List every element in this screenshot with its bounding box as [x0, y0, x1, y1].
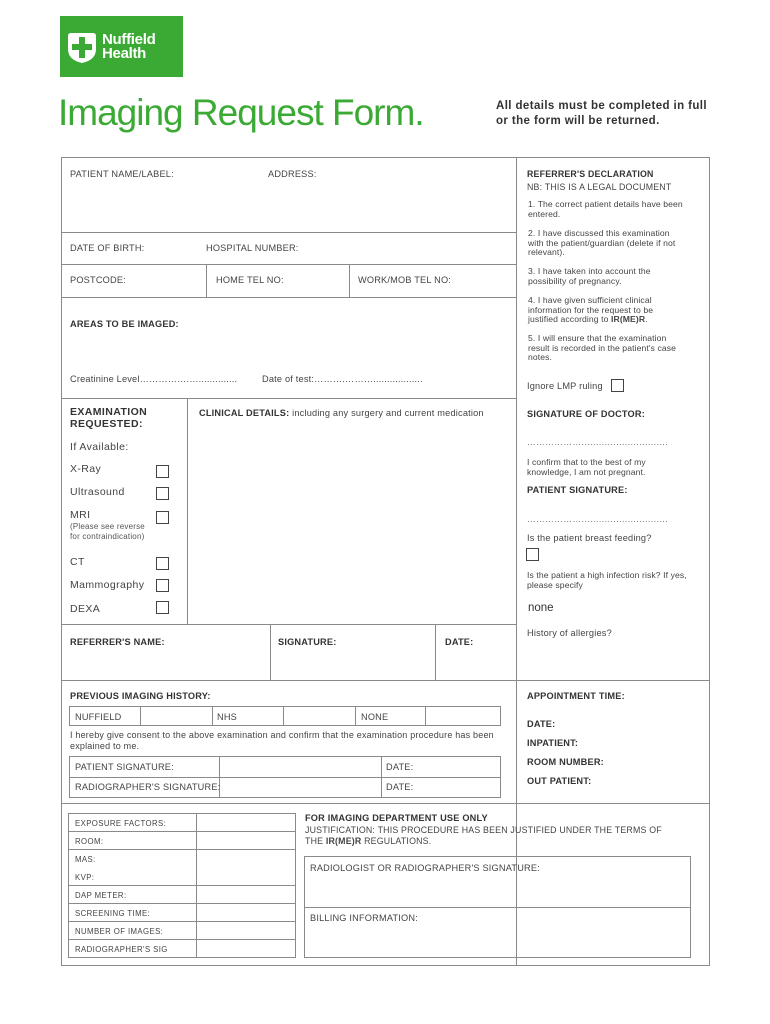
dexa-label: DEXA — [70, 603, 101, 615]
patient-signature-label: PATIENT SIGNATURE: — [527, 485, 628, 495]
divider — [355, 706, 356, 726]
option-nhs[interactable]: NHS — [217, 712, 237, 722]
dept-use-title: FOR IMAGING DEPARTMENT USE ONLY — [305, 813, 488, 823]
consent-statement: I hereby give consent to the above examination and confirm that the examination procedure has been explained to me. — [70, 730, 494, 751]
previous-imaging-options — [69, 706, 501, 726]
creatinine-level: Creatinine Level…………….….............. — [70, 374, 238, 384]
exposure-factors-label: EXPOSURE FACTORS: — [75, 819, 167, 828]
clinical-details-label: CLINICAL DETAILS: — [199, 408, 290, 418]
divider — [206, 264, 207, 297]
divider — [283, 706, 284, 726]
divider — [212, 706, 213, 726]
mammography-label: Mammography — [70, 579, 145, 591]
divider — [68, 921, 296, 922]
ultrasound-label: Ultrasound — [70, 486, 125, 498]
divider — [61, 680, 710, 681]
appointment-time-label: APPOINTMENT TIME: — [527, 691, 625, 701]
clinical-details-hint: including any surgery and current medication — [292, 408, 484, 418]
divider — [68, 939, 296, 940]
room-label: ROOM: — [75, 837, 104, 846]
radiographer-sig-label: RADIOGRAPHER'S SIG — [75, 945, 168, 954]
hospital-number-label: HOSPITAL NUMBER: — [206, 243, 299, 253]
completion-notice: All details must be completed in full or the form will be returned. — [496, 100, 707, 127]
divider — [68, 903, 296, 904]
postcode-label: POSTCODE: — [70, 275, 126, 285]
previous-imaging-label: PREVIOUS IMAGING HISTORY: — [70, 691, 211, 701]
legal-notice: NB: THIS IS A LEGAL DOCUMENT — [527, 182, 672, 192]
radiographer-date-label: DATE: — [386, 782, 414, 792]
mri-label: MRI — [70, 509, 91, 521]
divider — [435, 624, 436, 680]
date-of-test: Date of test:……….……….................. — [262, 374, 423, 384]
areas-label: AREAS TO BE IMAGED: — [70, 319, 179, 329]
mas-label: MAS: — [75, 855, 96, 864]
divider — [61, 297, 516, 298]
option-nuffield[interactable]: NUFFIELD — [75, 712, 122, 722]
inpatient-label: INPATIENT: — [527, 738, 579, 748]
divider — [61, 624, 516, 625]
referrer-signature-label: SIGNATURE: — [278, 637, 337, 647]
number-of-images-label: NUMBER OF IMAGES: — [75, 927, 164, 936]
signature-of-doctor-label: SIGNATURE OF DOCTOR: — [527, 409, 645, 419]
declaration-item-1: 1. The correct patient details have been entered. — [528, 199, 683, 219]
examination-label — [70, 406, 147, 430]
divider — [68, 831, 296, 832]
ultrasound-checkbox[interactable] — [156, 487, 169, 500]
justification-irmer: IR(ME)R — [325, 836, 362, 846]
examination-line1: EXAMINATION — [70, 406, 148, 418]
divider — [61, 264, 516, 265]
patient-name-label: PATIENT NAME/LABEL: — [70, 169, 174, 179]
kvp-label: KVP: — [75, 873, 95, 882]
mri-checkbox[interactable] — [156, 511, 169, 524]
clinical-details — [199, 408, 484, 418]
logo-wordmark — [102, 33, 155, 61]
divider — [187, 398, 188, 624]
declaration-item-4 — [528, 296, 683, 325]
patient-signature-line[interactable]: ……………….............................. — [527, 514, 669, 524]
doctor-signature-line[interactable]: ……………….............................. — [527, 437, 669, 447]
ignore-lmp-label: Ignore LMP ruling — [527, 381, 603, 391]
divider — [61, 803, 710, 804]
patient-signature-date-label: DATE: — [386, 762, 414, 772]
declaration-title: REFERRER'S DECLARATION — [527, 169, 654, 179]
nuffield-health-logo — [60, 16, 183, 77]
outpatient-label: OUT PATIENT: — [527, 776, 592, 786]
divider — [425, 706, 426, 726]
patient-signature-row-label: PATIENT SIGNATURE: — [75, 762, 174, 772]
logo-line1: Nuffield — [102, 31, 156, 48]
ct-label: CT — [70, 556, 85, 568]
dexa-checkbox[interactable] — [156, 601, 169, 614]
home-tel-label: HOME TEL NO: — [216, 275, 284, 285]
divider — [69, 777, 501, 778]
divider — [381, 756, 382, 798]
option-none[interactable]: NONE — [361, 712, 389, 722]
address-label: ADDRESS: — [268, 169, 317, 179]
declaration-item-3: 3. I have taken into account the possibility of pregnancy. — [528, 266, 651, 286]
divider — [61, 398, 516, 399]
justification-text — [305, 825, 675, 847]
divider — [61, 232, 516, 233]
irmer-bold: IR(ME)R — [611, 314, 646, 325]
radiographer-signature-label: RADIOGRAPHER'S SIGNATURE: — [75, 782, 221, 792]
billing-label: BILLING INFORMATION: — [310, 913, 418, 923]
ct-checkbox[interactable] — [156, 557, 169, 570]
breast-feeding-question: Is the patient breast feeding? — [527, 533, 652, 543]
breast-feeding-checkbox[interactable] — [526, 548, 539, 561]
radiologist-signature-label: RADIOLOGIST OR RADIOGRAPHER'S SIGNATURE: — [310, 863, 540, 873]
referrer-date-label: DATE: — [445, 637, 474, 647]
mammography-checkbox[interactable] — [156, 579, 169, 592]
referrer-name-label: REFERRER'S NAME: — [70, 637, 165, 647]
ignore-lmp-checkbox[interactable] — [611, 379, 624, 392]
declaration-item-4-text: 4. I have given sufficient clinical information for the request to be justified according to — [528, 295, 654, 325]
divider — [68, 885, 296, 886]
xray-checkbox[interactable] — [156, 465, 169, 478]
divider — [349, 264, 350, 297]
if-available-label: If Available: — [70, 441, 129, 453]
work-tel-label: WORK/MOB TEL NO: — [358, 275, 452, 285]
mri-note: (Please see reverse for contraindication) — [70, 522, 145, 541]
logo-line2: Health — [102, 45, 147, 62]
cross-icon — [68, 33, 96, 63]
declaration-item-2: 2. I have discussed this examination with the patient/guardian (delete if not relevant). — [528, 228, 676, 258]
room-number-label: ROOM NUMBER: — [527, 757, 604, 767]
allergies-question: History of allergies? — [527, 628, 612, 638]
pregnancy-statement: I confirm that to the best of my knowledge, I am not pregnant. — [527, 457, 646, 477]
screening-time-label: SCREENING TIME: — [75, 909, 151, 918]
justification-end: REGULATIONS. — [364, 836, 432, 846]
infection-risk-question: Is the patient a high infection risk? If yes, please specify — [527, 570, 687, 590]
examination-line2: REQUESTED: — [70, 418, 143, 430]
page-title: Imaging Request Form. — [58, 92, 424, 133]
divider — [270, 624, 271, 680]
dap-meter-label: DAP METER: — [75, 891, 127, 900]
xray-label: X-Ray — [70, 463, 102, 475]
period: . — [645, 314, 648, 325]
divider — [68, 849, 296, 850]
dob-label: DATE OF BIRTH: — [70, 243, 145, 253]
divider — [140, 706, 141, 726]
infection-risk-value[interactable]: none — [528, 602, 554, 614]
declaration-item-5: 5. I will ensure that the examination result is recorded in the patient's case notes. — [528, 333, 676, 363]
justification-body: JUSTIFICATION: THIS PROCEDURE HAS BEEN JUSTIFIED UNDER THE TERMS OF THE — [305, 825, 662, 846]
appointment-date-label: DATE: — [527, 719, 556, 729]
